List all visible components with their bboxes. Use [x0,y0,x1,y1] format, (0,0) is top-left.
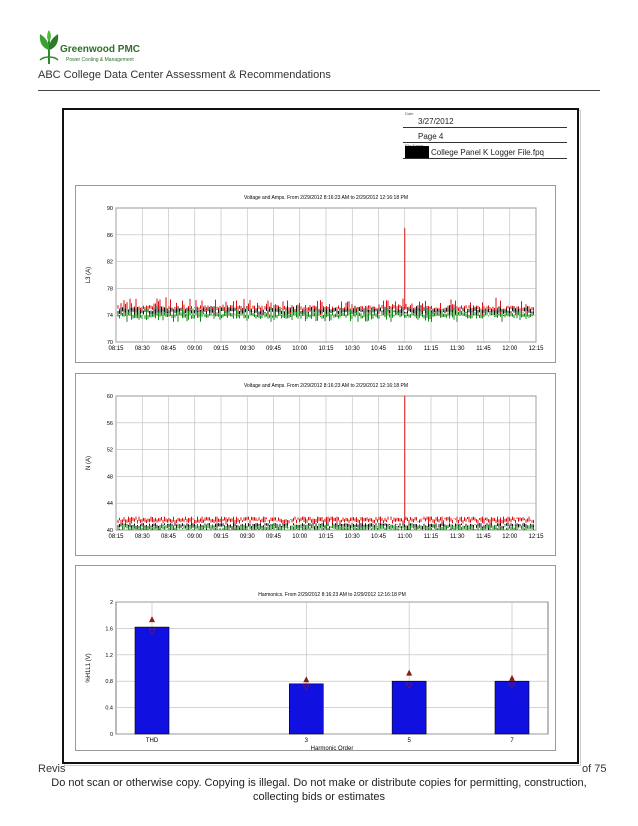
x-tick-label: 09:45 [265,346,282,352]
harmonics-chart [76,566,557,752]
chart-panel-neutral [75,373,556,556]
y-tick-label: 1.6 [105,626,113,633]
x-tick-label: 09:15 [213,534,229,540]
x-tick-label: 09:45 [265,534,282,540]
info-date-row [403,111,567,128]
x-tick-label: 11:30 [449,346,465,352]
x-tick-label: 08:15 [108,346,124,352]
x-tick-label: 10:15 [318,346,334,352]
x-tick-label: 11:15 [423,534,439,540]
y-axis-label: L3 (A) [86,266,92,284]
y-tick-label: 56 [106,420,113,427]
y-tick-label: 52 [106,447,113,454]
y-tick-label: 60 [106,394,113,400]
x-tick-label: 10:45 [370,534,387,540]
x-tick-label: 12:00 [502,534,518,540]
chart-title: Harmonics. From 2/29/2012 8:16:23 AM to 2/29/2012 12:16:18 PM [258,592,406,598]
x-tick-label: 09:30 [239,534,255,540]
chart-panel-l3 [75,185,556,363]
leaf-logo-icon [36,30,62,66]
y-axis-label: N (A) [86,456,92,470]
x-tick-label: 12:15 [528,346,544,352]
y-tick-label: 44 [106,501,113,508]
x-tick-label: 10:00 [292,534,308,540]
x-tick-label: 11:00 [397,346,413,352]
y-tick-label: 90 [106,206,113,212]
chart-title: Voltage and Amps. From 2/29/2012 8:16:23 AM to 2/29/2012 12:16:18 PM [243,195,409,201]
y-tick-label: 48 [106,474,113,481]
x-tick-label: 3 [304,738,308,744]
y-tick-label: 0.4 [105,705,113,712]
plot-area [116,602,548,734]
x-tick-label: 10:45 [370,346,387,352]
x-tick-label: 09:15 [213,346,229,352]
x-tick-label: 11:45 [476,534,491,540]
chart-panel-harmonics [75,565,556,751]
bar-7 [495,681,529,734]
y-tick-label: 70 [106,340,113,346]
document-title: ABC College Data Center Assessment & Recommendations [38,69,331,81]
company-logo [36,30,196,72]
y-tick-label: 86 [106,232,113,239]
y-tick-label: 82 [106,259,113,266]
x-tick-label: 10:15 [318,534,334,540]
x-tick-label: 08:30 [134,534,150,540]
x-tick-label: 08:15 [108,534,124,540]
x-tick-label: 12:00 [502,346,518,352]
x-tick-label: THD [145,738,159,744]
info-date-label: Date [405,111,414,116]
y-tick-label: 0 [109,732,113,738]
x-tick-label: 7 [510,738,514,744]
header-divider [38,90,600,91]
l3-current-chart [76,186,557,364]
y-tick-label: 78 [106,286,113,293]
copy-warning: Do not scan or otherwise copy. Copying is illegal. Do not make or distribute copies for permitting, construction, collecting bids or estimates [51,777,587,803]
bar-THD [135,627,169,734]
x-tick-label: 5 [407,738,411,744]
y-tick-label: 74 [106,313,113,320]
x-tick-label: 10:00 [292,346,308,352]
y-tick-label: 40 [106,528,113,534]
x-tick-label: 09:30 [239,346,255,352]
y-tick-label: 1.2 [105,652,113,659]
logo-name: Greenwood PMC [60,44,141,55]
bar-5 [392,681,426,734]
info-page: Page 4 [418,132,444,141]
x-tick-label: 12:15 [528,534,544,540]
chart-title: Voltage and Amps. From 2/29/2012 8:16:23 AM to 2/29/2012 12:16:18 PM [243,383,409,389]
x-tick-label: 08:45 [160,346,177,352]
x-tick-label: 08:45 [160,534,177,540]
footer-page-count: of 75 [582,763,607,775]
x-axis-label: Harmonic Order [310,746,354,752]
x-tick-label: 08:30 [134,346,150,352]
info-file: College Panel K Logger File.fpq [431,148,544,157]
x-tick-label: 10:30 [344,534,360,540]
neutral-current-chart [76,374,557,557]
bar-3 [289,684,323,734]
x-tick-label: 11:15 [423,346,439,352]
redaction-block [405,146,429,158]
x-tick-label: 10:30 [344,346,360,352]
x-tick-label: 09:00 [187,346,203,352]
y-tick-label: 2 [109,600,113,606]
x-tick-label: 11:45 [476,346,491,352]
y-tick-label: 0.8 [105,679,113,686]
info-page-row [403,128,567,143]
x-tick-label: 11:00 [397,534,413,540]
info-date: 3/27/2012 [418,117,454,126]
y-axis-label: %H1L1 (V) [86,653,92,683]
footer-revision: Revis [38,763,66,775]
logo-tagline: Power Cooling & Management [66,57,134,63]
x-tick-label: 11:30 [449,534,465,540]
x-tick-label: 09:00 [187,534,203,540]
